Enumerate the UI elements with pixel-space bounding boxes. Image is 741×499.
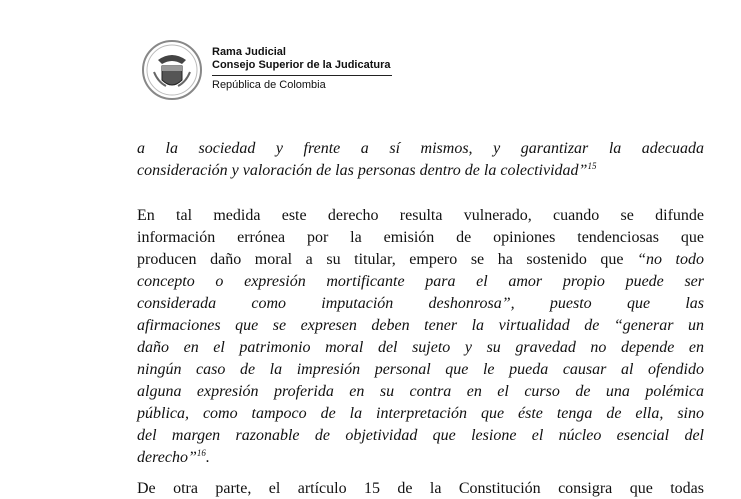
- p2-line-1: En tal medida este derecho resulta vulnerado, cuando se difunde: [137, 207, 704, 224]
- header-line-rama-judicial: Rama Judicial: [212, 46, 286, 58]
- colombia-coat-of-arms-icon: [140, 38, 204, 102]
- p2-line-10: pública, como tampoco de la interpretación que éste tenga de ella, sino: [137, 405, 704, 422]
- p2-line-6: afirmaciones que se expresen deben tener la virtualidad de “generar un: [137, 317, 704, 334]
- p2-line-4: concepto o expresión mortificante para el amor propio puede ser: [137, 273, 704, 290]
- p2-line-2: información errónea por la emisión de opiniones tendenciosas que: [137, 229, 704, 246]
- letterhead: [140, 30, 400, 110]
- p2-line-7: daño en el patrimonio moral del sujeto y su gravedad no depende en: [137, 339, 704, 356]
- footnote-ref-15[interactable]: 15: [587, 161, 597, 171]
- footnote-ref-16[interactable]: 16: [196, 448, 206, 458]
- header-line-consejo: Consejo Superior de la Judicatura: [212, 59, 391, 71]
- letterhead-text: [212, 46, 412, 92]
- p2-line-12: [137, 448, 704, 468]
- p2-line-9: alguna expresión proferida en su contra en el curso de una polémica: [137, 383, 704, 400]
- p2-line-5: [137, 294, 704, 314]
- p2-line-8: ningún caso de la impresión personal que le pueda causar al ofendido: [137, 361, 704, 378]
- header-divider: [212, 75, 392, 76]
- p2-line-3a: producen daño moral a su titular, empero se ha sostenido que: [137, 251, 638, 268]
- p1-line-2: [137, 161, 704, 181]
- p2-line-12-end: .: [205, 449, 210, 466]
- p1-line-1: a la sociedad y frente a sí mismos, y garantizar la adecuada: [137, 140, 704, 157]
- p2-line-3b: “no todo: [637, 251, 704, 268]
- p2-line-3: [137, 250, 704, 270]
- header-line-republica: República de Colombia: [212, 79, 326, 91]
- p2-line-5b: , puesto que las: [510, 295, 704, 312]
- p2-line-11: del margen razonable de objetividad que lesione el núcleo esencial del: [137, 427, 704, 444]
- p2-line-5a: considerada como imputación deshonrosa”: [137, 295, 511, 312]
- p3-line-1-partial: De otra parte, el artículo 15 de la Constitución consigra que todas: [137, 480, 704, 497]
- p2-line-12-text: derecho”: [137, 449, 197, 466]
- p1-line-2-text: consideración y valoración de las personas dentro de la colectividad”: [137, 162, 588, 179]
